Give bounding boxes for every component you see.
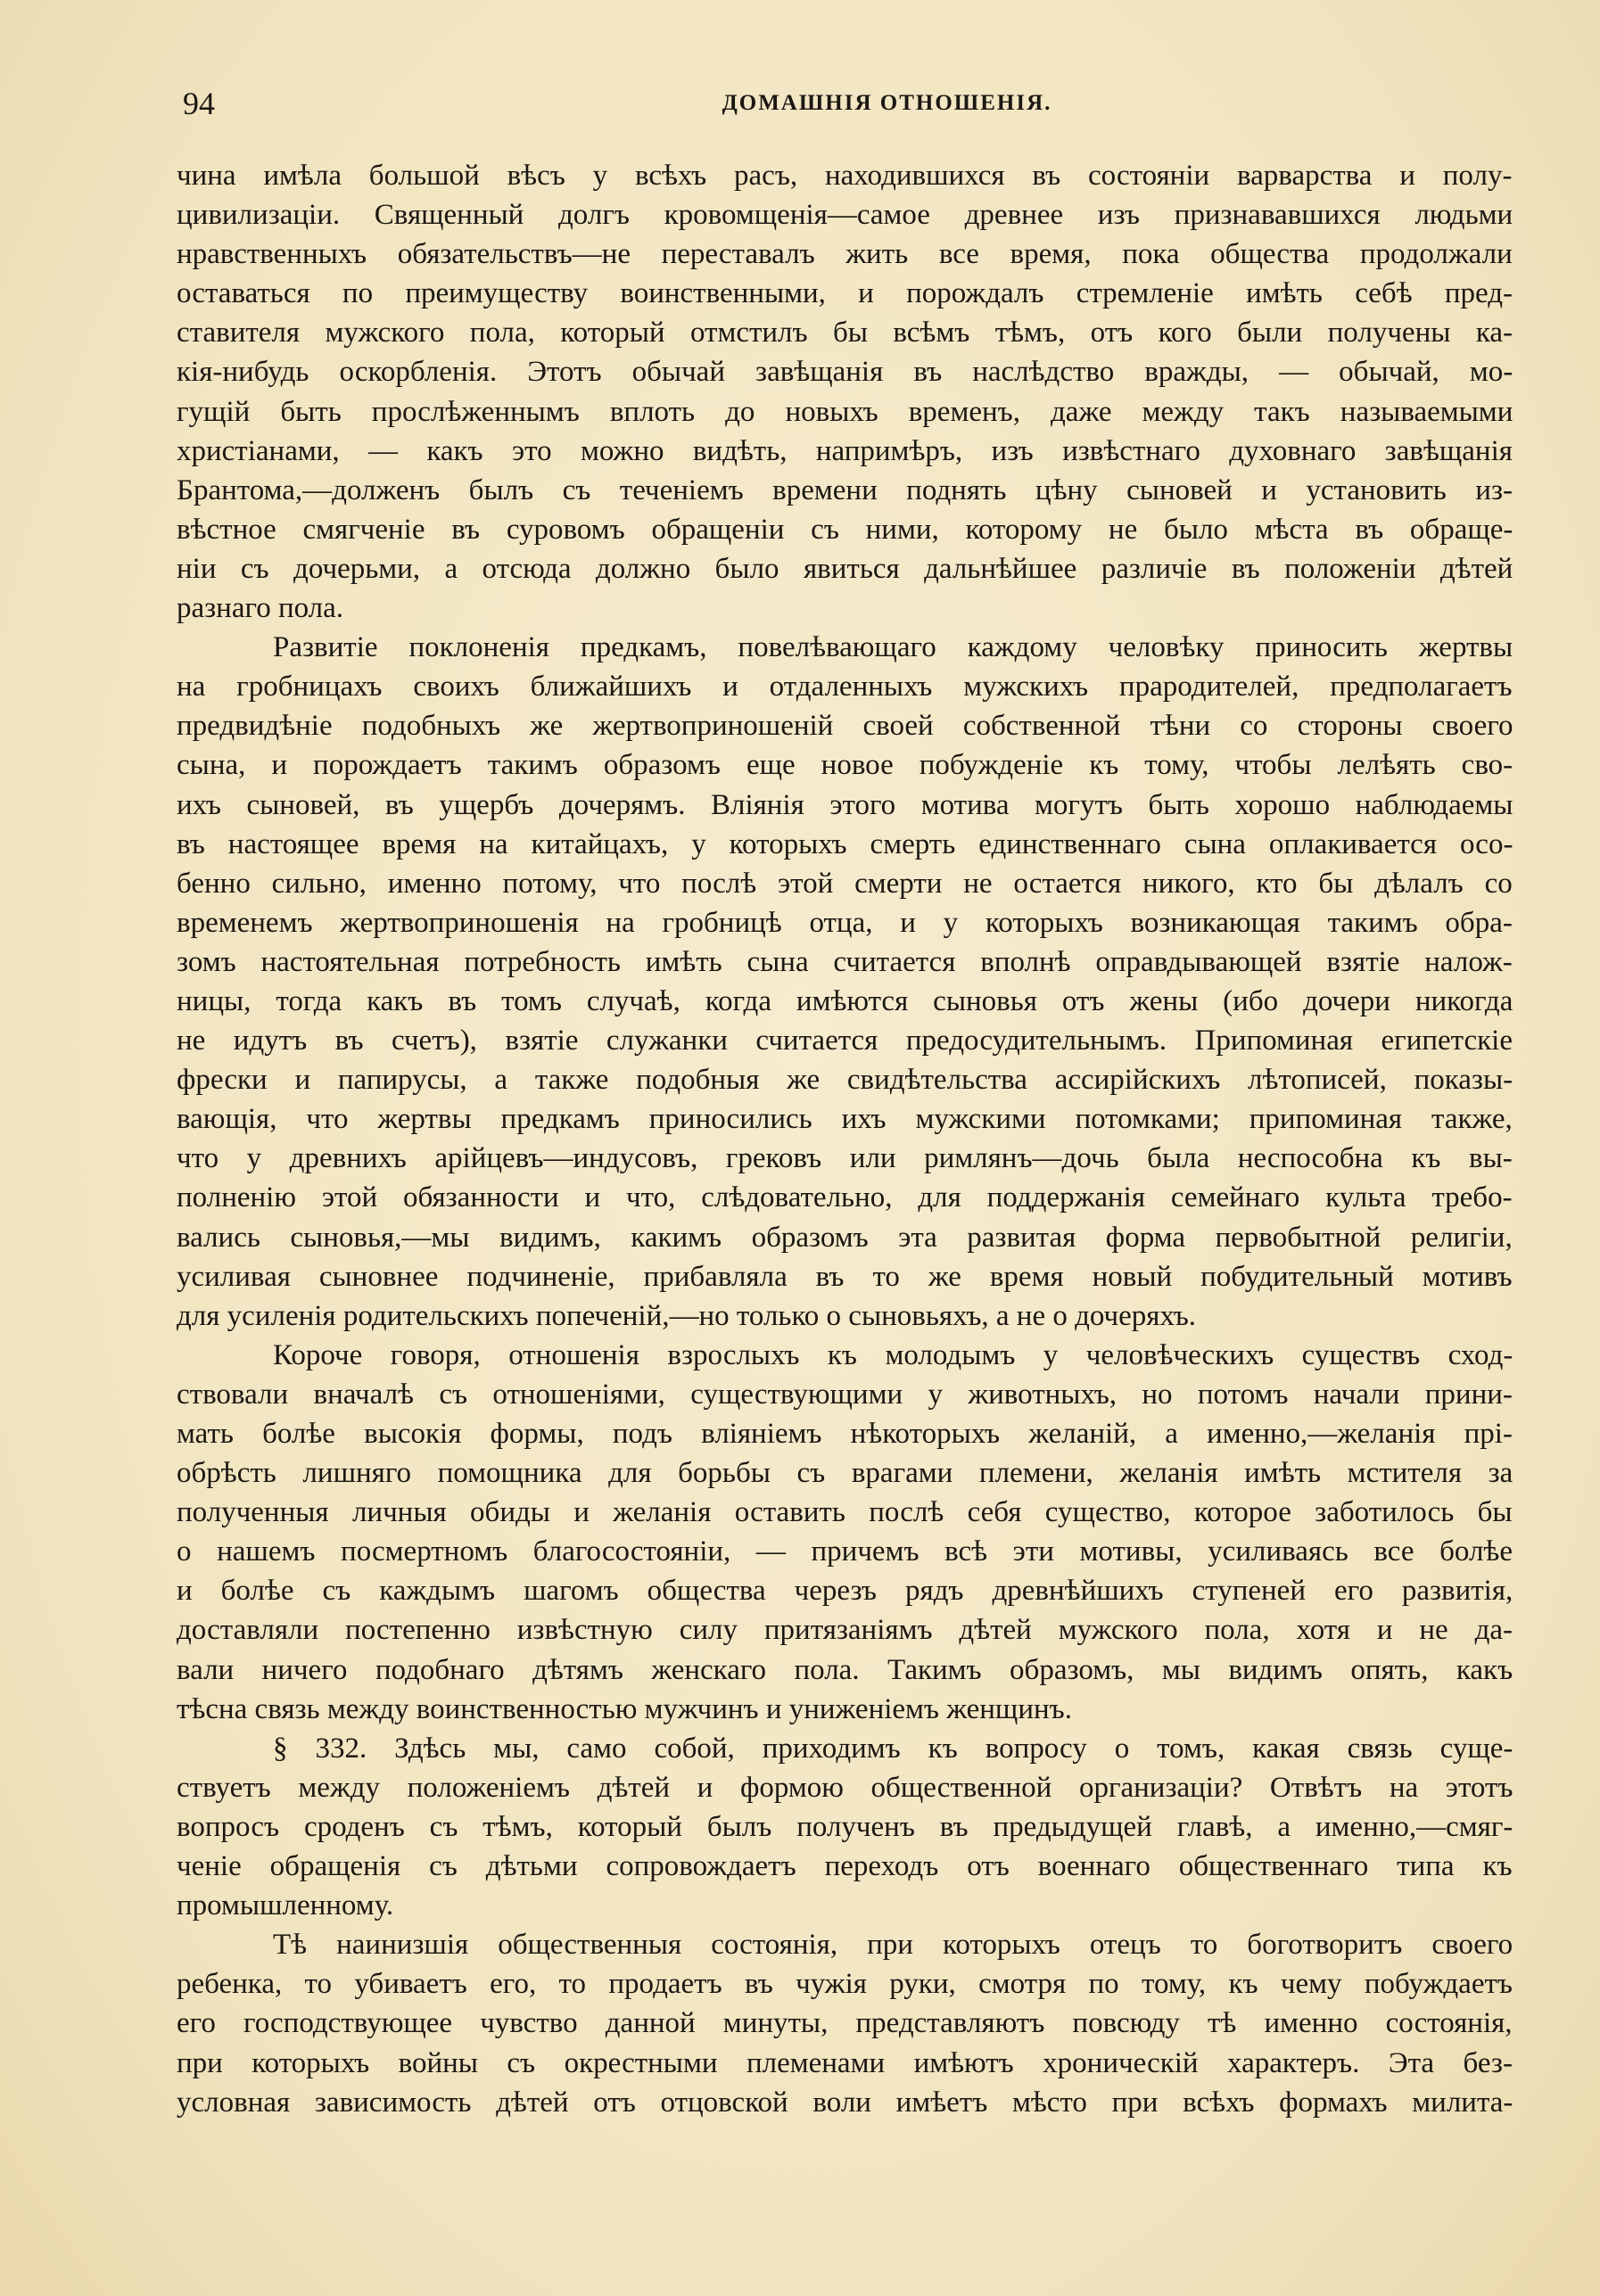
text-line: Брантома,—долженъ былъ съ теченіемъ времени поднять цѣну сыновей и установить из- (177, 473, 1513, 506)
text-line: вали ничего подобнаго дѣтямъ женскаго пола. Такимъ образомъ, мы видимъ опять, какъ (177, 1653, 1513, 1686)
text-line: полненію этой обязанности и что, слѣдовательно, для поддержанія семейнаго культа требо- (177, 1181, 1513, 1214)
text-line: промышленному. (177, 1889, 394, 1922)
paragraph (177, 628, 1513, 1336)
text-line: зомъ настоятельная потребность имѣть сына считается вполнѣ оправдывающей взятіе налож- (177, 945, 1513, 978)
text-line: и болѣе съ каждымъ шагомъ общества черезъ рядъ древнѣйшихъ ступеней его развитія, (177, 1575, 1513, 1608)
text-line: вались сыновья,—мы видимъ, какимъ образомъ эта развитая форма первобытной религіи, (177, 1221, 1513, 1254)
text-line: ребенка, то убиваетъ его, то продаетъ въ чужія руки, смотря по тому, къ чему побуждаетъ (177, 1968, 1513, 2001)
text-line: ніи съ дочерьми, а отсюда должно было явиться дальнѣйшее различіе въ положеніи дѣтей (177, 552, 1513, 585)
text-line: при которыхъ войны съ окрестными племенами имѣютъ хроническій характеръ. Эта без- (177, 2046, 1513, 2079)
text-line: Тѣ наинизшія общественныя состоянія, при которыхъ отецъ то боготворитъ своего (273, 1929, 1513, 1962)
text-line: Развитіе поклоненія предкамъ, повелѣвающаго каждому человѣку приносить жертвы (273, 631, 1513, 664)
page-number: 94 (183, 86, 215, 121)
text-line: ставителя мужского пола, который отмстилъ бы всѣмъ тѣмъ, отъ кого были получены ка- (177, 317, 1513, 350)
text-line: что у древнихъ арійцевъ—индусовъ, грековъ или римлянъ—дочь была неспособна къ вы- (177, 1142, 1513, 1175)
text-line: обрѣсть лишняго помощника для борьбы съ врагами племени, желанія имѣть мстителя за (177, 1457, 1513, 1490)
text-line: усиливая сыновнее подчиненіе, прибавляла въ то же время новый побудительный мотивъ (177, 1260, 1513, 1293)
text-line: разнаго пола. (177, 592, 344, 625)
text-line: ихъ сыновей, въ ущербъ дочерямъ. Вліянія этого мотива могутъ быть хорошо наблюдаемы (177, 788, 1513, 821)
paragraph (177, 1729, 1513, 1925)
text-line: на гробницахъ своихъ ближайшихъ и отдаленныхъ мужскихъ прародителей, предполагаетъ (177, 671, 1513, 704)
text-line: нравственныхъ обязательствъ—не переставалъ жить все время, пока общества продолжали (177, 238, 1513, 271)
text-line: условная зависимость дѣтей отъ отцовской воли имѣетъ мѣсто при всѣхъ формахъ милита- (177, 2086, 1513, 2119)
text-line: вающія, что жертвы предкамъ приносились ихъ мужскими потомками; припоминая также, (177, 1103, 1513, 1136)
page-header (183, 77, 1502, 130)
text-line: сына, и порождаетъ такимъ образомъ еще новое побужденіе къ тому, чтобы лелѣять сво- (177, 749, 1513, 782)
text-line: мать болѣе высокія формы, подъ вліяніемъ нѣкоторыхъ желаній, а именно,—желанія прі- (177, 1418, 1513, 1450)
text-line: ченіе обращенія съ дѣтьми сопровождаетъ переходъ отъ военнаго общественнаго типа къ (177, 1850, 1513, 1883)
text-line: доставляли постепенно извѣстную силу притязаніямъ дѣтей мужского пола, хотя и не да- (177, 1614, 1513, 1647)
text-line: христіанами, — какъ это можно видѣть, напримѣръ, изъ извѣстнаго духовнаго завѣщанія (177, 434, 1513, 467)
text-line: вопросъ сроденъ съ тѣмъ, который былъ полученъ въ предыдущей главѣ, а именно,—смяг- (177, 1810, 1513, 1843)
text-line: бенно сильно, именно потому, что послѣ этой смерти не остается никого, кто бы дѣлалъ со (177, 867, 1513, 900)
text-line: оставаться по преимуществу воинственными, и порождалъ стремленіе имѣть себѣ пред- (177, 277, 1513, 310)
text-line: гущій быть прослѣженнымъ вплоть до новыхъ временъ, даже между такъ называемыми (177, 395, 1513, 428)
text-line: временемъ жертвоприношенія на гробницѣ отца, и у которыхъ возникающая такимъ обра- (177, 906, 1513, 939)
text-line: ствуетъ между положеніемъ дѣтей и формою общественной организаціи? Отвѣтъ на этотъ (177, 1771, 1513, 1804)
text-line: вѣстное смягченіе въ суровомъ обращеніи съ ними, которому не было мѣста въ обраще- (177, 513, 1513, 546)
text-line: чина имѣла большой вѣсъ у всѣхъ расъ, находившихся въ состояніи варварства и полу- (177, 160, 1513, 192)
paragraph (177, 1336, 1513, 1729)
running-title: ДОМАШНІЯ ОТНОШЕНІЯ. (722, 91, 1052, 115)
text-line: кія-нибудь оскорбленія. Этотъ обычай завѣщанія въ наслѣдство вражды, — обычай, мо- (177, 356, 1513, 389)
text-line: полученныя личныя обиды и желанія оставить послѣ себя существо, которое заботилось бы (177, 1496, 1513, 1529)
paragraph (177, 156, 1513, 628)
text-line: ствовали вначалѣ съ отношеніями, существующими у животныхъ, но потомъ начали прини- (177, 1378, 1513, 1411)
text-line: цивилизаціи. Священный долгъ кровомщенія—самое древнее изъ признававшихся людьми (177, 199, 1513, 232)
text-line: фрески и папирусы, а также подобныя же свидѣтельства ассирійскихъ лѣтописей, показы- (177, 1064, 1513, 1097)
paragraph (177, 1925, 1513, 2121)
text-line: предвидѣніе подобныхъ же жертвоприношеній своей собственной тѣни со стороны своего (177, 710, 1513, 743)
text-line: его господствующее чувство данной минуты, представляютъ повсюду тѣ именно состоянія, (177, 2007, 1513, 2040)
text-line: не идутъ въ счетъ), взятіе служанки считается предосудительнымъ. Припоминая египетскіе (177, 1025, 1513, 1057)
page-body-text (177, 156, 1513, 2122)
text-line: о нашемъ посмертномъ благосостояніи, — причемъ всѣ эти мотивы, усиливаясь все болѣе (177, 1535, 1513, 1568)
text-line: Короче говоря, отношенія взрослыхъ къ молодымъ у человѣческихъ существъ сход- (273, 1338, 1513, 1371)
text-line: для усиленія родительскихъ попеченій,—но только о сыновьяхъ, а не о дочеряхъ. (177, 1299, 1197, 1332)
text-line: тѣсна связь между воинственностью мужчинъ и униженіемъ женщинъ. (177, 1692, 1072, 1725)
text-line: ницы, тогда какъ въ томъ случаѣ, когда имѣются сыновья отъ жены (ибо дочери никогда (177, 984, 1513, 1017)
text-line: въ настоящее время на китайцахъ, у которыхъ смерть единственнаго сына оплакивается осо- (177, 827, 1513, 860)
text-line: § 332. Здѣсь мы, само собой, приходимъ къ вопросу о томъ, какая связь суще- (273, 1732, 1513, 1765)
